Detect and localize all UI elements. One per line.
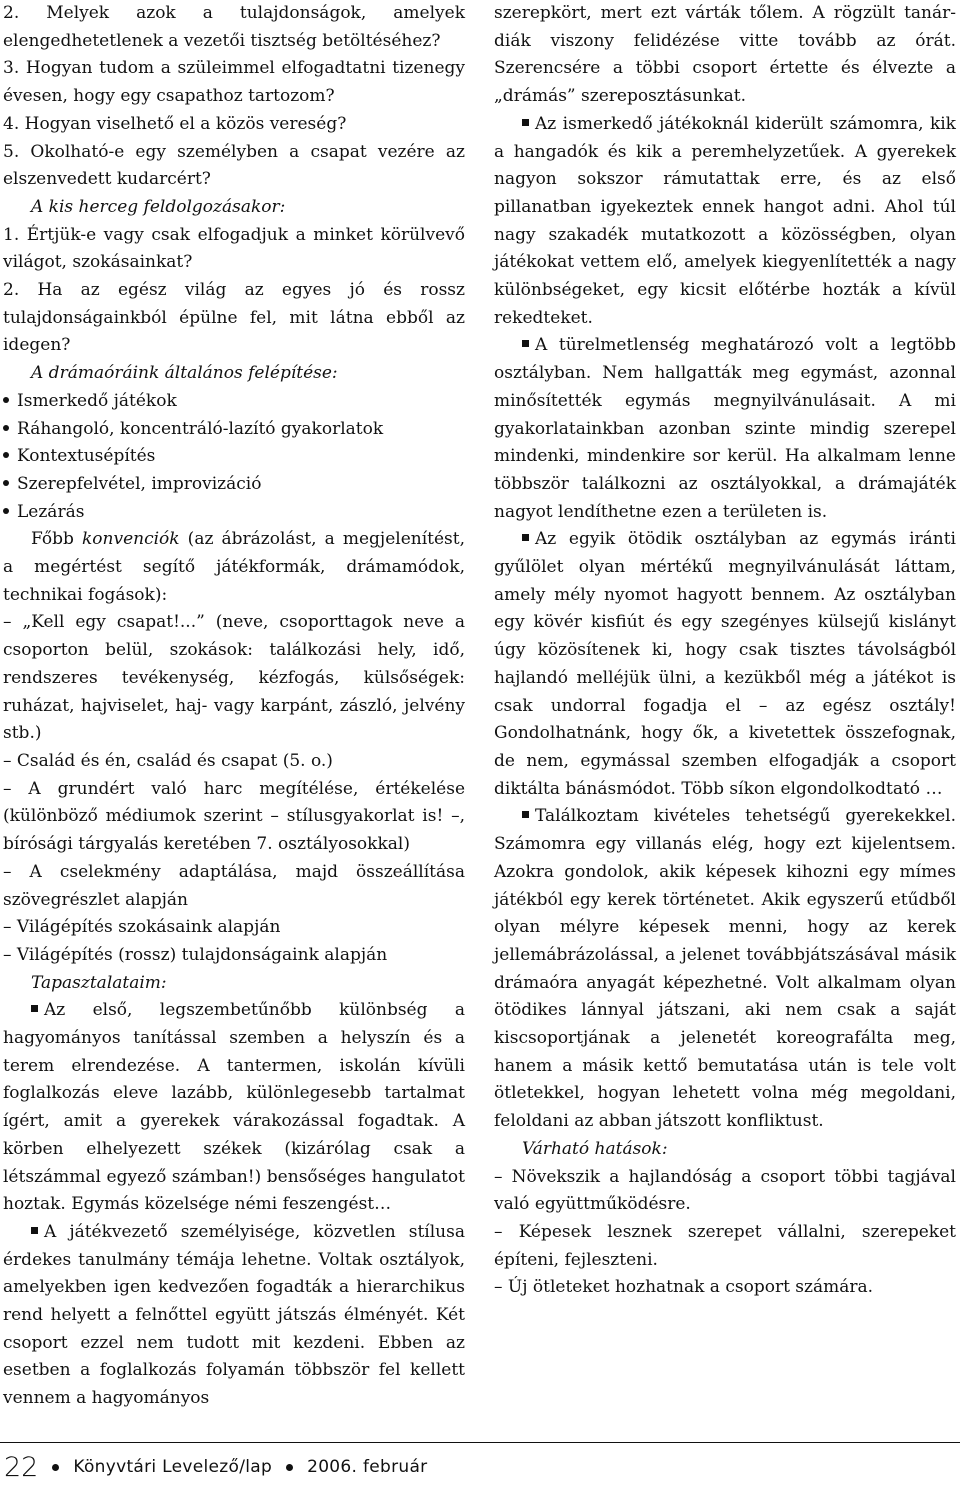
kis-herceg-heading: A kis herceg feldolgozásakor: — [31, 196, 286, 217]
square-bullet-icon — [31, 1227, 38, 1234]
dash-item: – A cselekmény adaptálása, majd összeállítása szövegrészlet alapján — [3, 861, 466, 910]
page-footer — [4, 1450, 427, 1484]
kis-herceg-item-2: 2. Ha az egész világ az egyes jó és rossz tulajdonságainkból épülne fel, mit látna ebből az idegen? — [3, 280, 465, 356]
effect-item: – Új ötleteket hozhatnak a csoport számára. — [494, 1277, 874, 1298]
effect-item: – Képesek lesznek szerepet vállalni, szerepeket építeni, fejleszteni. — [494, 1221, 956, 1270]
journal-title: Könyvtári Levelező/lap — [73, 1457, 273, 1477]
left-column — [3, 0, 465, 1413]
dash-item: – Világépítés (rossz) tulajdonságaink alapján — [3, 944, 388, 965]
question-2: 2. Melyek azok a tulajdonságok, amelyek elengedhetetlenek a vezetői tisztség betöltéséhez? — [3, 3, 465, 51]
bullet-icon — [3, 480, 9, 486]
structure-item: Lezárás — [3, 499, 465, 527]
bullet-icon — [52, 1464, 59, 1471]
structure-heading: A drámaóráink általános felépítése: — [31, 363, 338, 384]
bullet-icon — [3, 508, 9, 514]
square-bullet-icon — [522, 534, 529, 541]
effects-heading: Várható hatások: — [522, 1138, 668, 1159]
experience-paragraph: A játékvezető személyisége, közvetlen stílusa érdekes tanulmány témája lehetne. Voltak osztályok, amelyekben igen kedvezően fogadták a hierarchikus rend helyett a felnőttel együtt játszás élményét. Két csoport ezzel nem tudott mit kezdeni. Ebben az esetben a foglalkozás folyamán többször fel kellett vennem a hagyományos — [3, 1221, 465, 1409]
right-column — [494, 0, 956, 1302]
issue-date: 2006. február — [307, 1457, 428, 1477]
square-bullet-icon — [522, 119, 529, 126]
continuation-paragraph: szerepkört, mert ezt várták tőlem. A rögzült tanár-diák viszony felidézése vitte tovább az órát. Szerencsére a többi csoport értette és élvezte a „drámás” szereposztásunkat. — [494, 3, 956, 107]
bullet-icon — [3, 452, 9, 458]
question-5: 5. Okolható-e egy személyben a csapat vezére az elszenvedett kudarcért? — [3, 141, 465, 190]
experience-paragraph: Az ismerkedő játékoknál kiderült számomra, kik a hangadók és kik a peremhelyzetűek. A gyerekek nagyon sokszor rámutattak erre, és az első pillanatban igyekeztek ennek hangot adni. Ahol túl nagy szakadék mutatkozott a közösségben, olyan játékokat vettem elő, amelyek kiegyenlítették a nagy különbségeket, egy kicsit előtérbe hozták a kívül rekedteket. — [494, 113, 956, 328]
kis-herceg-item-1: 1. Értjük-e vagy csak elfogadjuk a minket körülvevő világot, szokásainkat? — [3, 224, 465, 273]
experience-paragraph: Az egyik ötödik osztályban az egymás iránti gyűlölet olyan mértékű megnyilvánulását láttam, amely mély nyomot hagyott bennem. Az osztályban egy kövér kisfiút és egy szegényes külsejű kislányt úgy közösítenek ki, hogy csak tisztes távolságból hajlandó melléjük ülni, a kezükből még a játékot is csak undorral fogadja el – az egész osztály! Gondolhatnánk, hogy ők, a kivetettek összefognak, de nem, egymással szemben elfogadják a csoport diktálta bánásmódot. Több síkon elgondolkodtató … — [494, 529, 956, 799]
experience-paragraph: Találkoztam kivételes tehetségű gyerekekkel. Számomra egy villanás elég, hogy ezt kijelentsem. Azokra gondolok, akik képesek kihozni egy mímes játékból egy kerek történetet. Akik egyszerű etűdből olyan mélyre képesek menni, hogy az kerek jellemábrázolással, a jelenet továbbjátszásával másik drámaóra anyagát képezhetné. Volt alkalmam olyan ötödikes lánnyal játszani, aki nem csak a saját kiscsoportjának a jelenetét koreografálta meg, hanem a másik kettő bemutatása után is tele volt ötletekkel, hogyan lehetett volna még megoldani, feloldani az abban játszott konfliktust. — [494, 806, 956, 1132]
experiences-heading: Tapasztalataim: — [31, 972, 167, 993]
question-3: 3. Hogyan tudom a szüleimmel elfogadtatni tizenegy évesen, hogy egy csapathoz tartozom? — [3, 58, 465, 107]
dash-item: – „Kell egy csapat!...” (neve, csoporttagok neve a csoporton belül, szokások: találkozási hely, idő, rendszeres tevékenység, kézfogás, külsőségek: ruházat, hajviselet, haj- vagy karpánt, zászló, jelvény stb.) — [3, 612, 465, 744]
question-4: 4. Hogyan viselhető el a közös vereség? — [3, 113, 347, 134]
bullet-icon — [3, 425, 9, 431]
dash-item: – A grundért való harc megítélése, értékelése (különböző médiumok szerint – stílusgyakorlat is! –, bírósági tárgyalás keretében 7. osztályosokkal) — [3, 778, 466, 855]
structure-item: Ráhangoló, koncentráló-lazító gyakorlatok — [3, 416, 465, 444]
dash-item: – Világépítés szokásaink alapján — [3, 917, 281, 938]
dash-item: – Család és én, család és csapat (5. o.) — [3, 750, 333, 771]
bullet-icon — [3, 397, 9, 403]
page-number: 22 — [4, 1451, 39, 1483]
square-bullet-icon — [522, 811, 529, 818]
conventions-paragraph: Főbb konvenciók (az ábrázolást, a megjelenítést, a megértést segítő játékformák, drámamódok, technikai fogások): — [3, 529, 465, 605]
bullet-icon — [286, 1464, 293, 1471]
structure-item: Kontextusépítés — [3, 443, 465, 471]
structure-item: Szerepfelvétel, improvizáció — [3, 471, 465, 499]
effect-item: – Növekszik a hajlandóság a csoport többi tagjával való együttműködésre. — [494, 1166, 956, 1215]
square-bullet-icon — [31, 1005, 38, 1012]
experience-paragraph: A türelmetlenség meghatározó volt a legtöbb osztályban. Nem hallgatták meg egymást, azonnal minősítették egymás megnyilvánulásait. A mi gyakorlatainkban azonban szinte mindig szerepel mindenki, mindenkire sor kerül. Ha alkalmam lenne többször találkozni az osztályokkal, a drámajáték nagyot lendíthetne ezen a területen is. — [494, 335, 956, 522]
square-bullet-icon — [522, 340, 529, 347]
footer-divider — [0, 1442, 960, 1443]
experience-paragraph: Az első, legszembetűnőbb különbség a hagyományos tanítással szemben a helyszín és a terem elrendezése. A tantermen, iskolán kívüli foglalkozás eleve lazább, különlegesebb tartalmat ígért, amit a gyerekek várakozással fogadtak. A körben elhelyezett székek (kizárólag csak a létszámmal egyező számban!) bensőséges hangulatot hoztak. Egymás közelsége némi feszengést… — [3, 1000, 465, 1215]
structure-item: Ismerkedő játékok — [3, 388, 465, 416]
